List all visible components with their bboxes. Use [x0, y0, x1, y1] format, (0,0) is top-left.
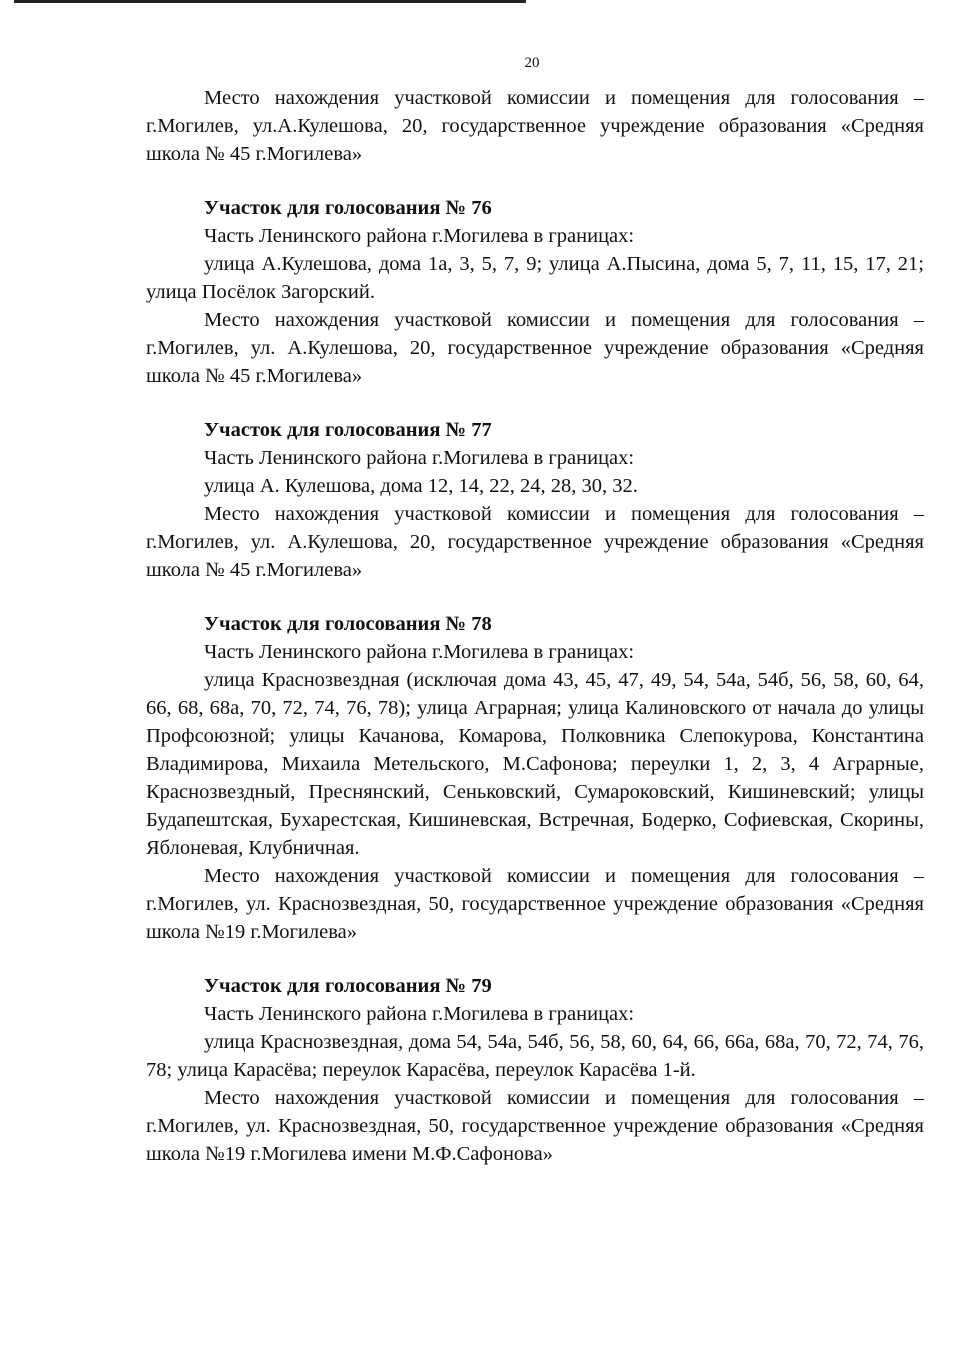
section-location: Место нахождения участковой комиссии и помещения для голосования – г.Могилев, ул. А.Кулешова, 20, государственное учреждение образования «Средняя школа № 45 г.Могилева»: [146, 503, 924, 581]
section-location: Место нахождения участковой комиссии и помещения для голосования – г.Могилев, ул. Краснозвездная, 50, государственное учреждение образования «Средняя школа №19 г.Могилева имени М.Ф.Сафонова»: [146, 1087, 924, 1165]
section-part: Часть Ленинского района г.Могилева в границах:: [204, 641, 635, 663]
section-heading: Участок для голосования № 76: [204, 197, 492, 219]
section-78: [146, 610, 924, 946]
section-streets: улица А.Кулешова, дома 1а, 3, 5, 7, 9; улица А.Пысина, дома 5, 7, 11, 15, 17, 21; улица Посёлок Загорский.: [146, 253, 924, 303]
section-heading: Участок для голосования № 78: [204, 613, 492, 635]
section-77: [146, 416, 924, 584]
section-part: Часть Ленинского района г.Могилева в границах:: [204, 225, 635, 247]
section-heading: Участок для голосования № 79: [204, 975, 492, 997]
top-rule: [14, 0, 526, 3]
document-body: [146, 84, 924, 1168]
section-location: Место нахождения участковой комиссии и помещения для голосования – г.Могилев, ул. А.Кулешова, 20, государственное учреждение образования «Средняя школа № 45 г.Могилева»: [146, 309, 924, 387]
section-streets: улица Краснозвездная (исключая дома 43, 45, 47, 49, 54, 54а, 54б, 56, 58, 60, 64, 66, 68, 68а, 70, 72, 74, 76, 78); улица Аграрная; улица Калиновского от начала до улицы Профсоюзной; улицы Качанова, Комарова, Полковника Слепокурова, Константина Владимирова, Михаила Метельского, М.Сафонова; переулки 1, 2, 3, 4 Аграрные, Краснозвездный, Преснянский, Сеньковский, Сумароковский, Кишиневский; улицы Будапештская, Бухарестская, Кишиневская, Встречная, Бодерко, Софиевская, Скорины, Яблоневая, Клубничная.: [146, 669, 924, 859]
section-streets: улица Краснозвездная, дома 54, 54а, 54б, 56, 58, 60, 64, 66, 66а, 68а, 70, 72, 74, 76, 78; улица Карасёва; переулок Карасёва, переулок Карасёва 1-й.: [146, 1031, 924, 1081]
page-number: 20: [524, 55, 540, 71]
section-79: [146, 972, 924, 1168]
section-heading: Участок для голосования № 77: [204, 419, 492, 441]
section-76: [146, 194, 924, 390]
intro-location-paragraph: Место нахождения участковой комиссии и помещения для голосования – г.Могилев, ул.А.Кулешова, 20, государственное учреждение образования «Средняя школа № 45 г.Могилева»: [146, 87, 924, 165]
section-location: Место нахождения участковой комиссии и помещения для голосования – г.Могилев, ул. Краснозвездная, 50, государственное учреждение образования «Средняя школа №19 г.Могилева»: [146, 865, 924, 943]
section-part: Часть Ленинского района г.Могилева в границах:: [204, 1003, 635, 1025]
section-part: Часть Ленинского района г.Могилева в границах:: [204, 447, 635, 469]
section-streets: улица А. Кулешова, дома 12, 14, 22, 24, 28, 30, 32.: [204, 475, 638, 497]
